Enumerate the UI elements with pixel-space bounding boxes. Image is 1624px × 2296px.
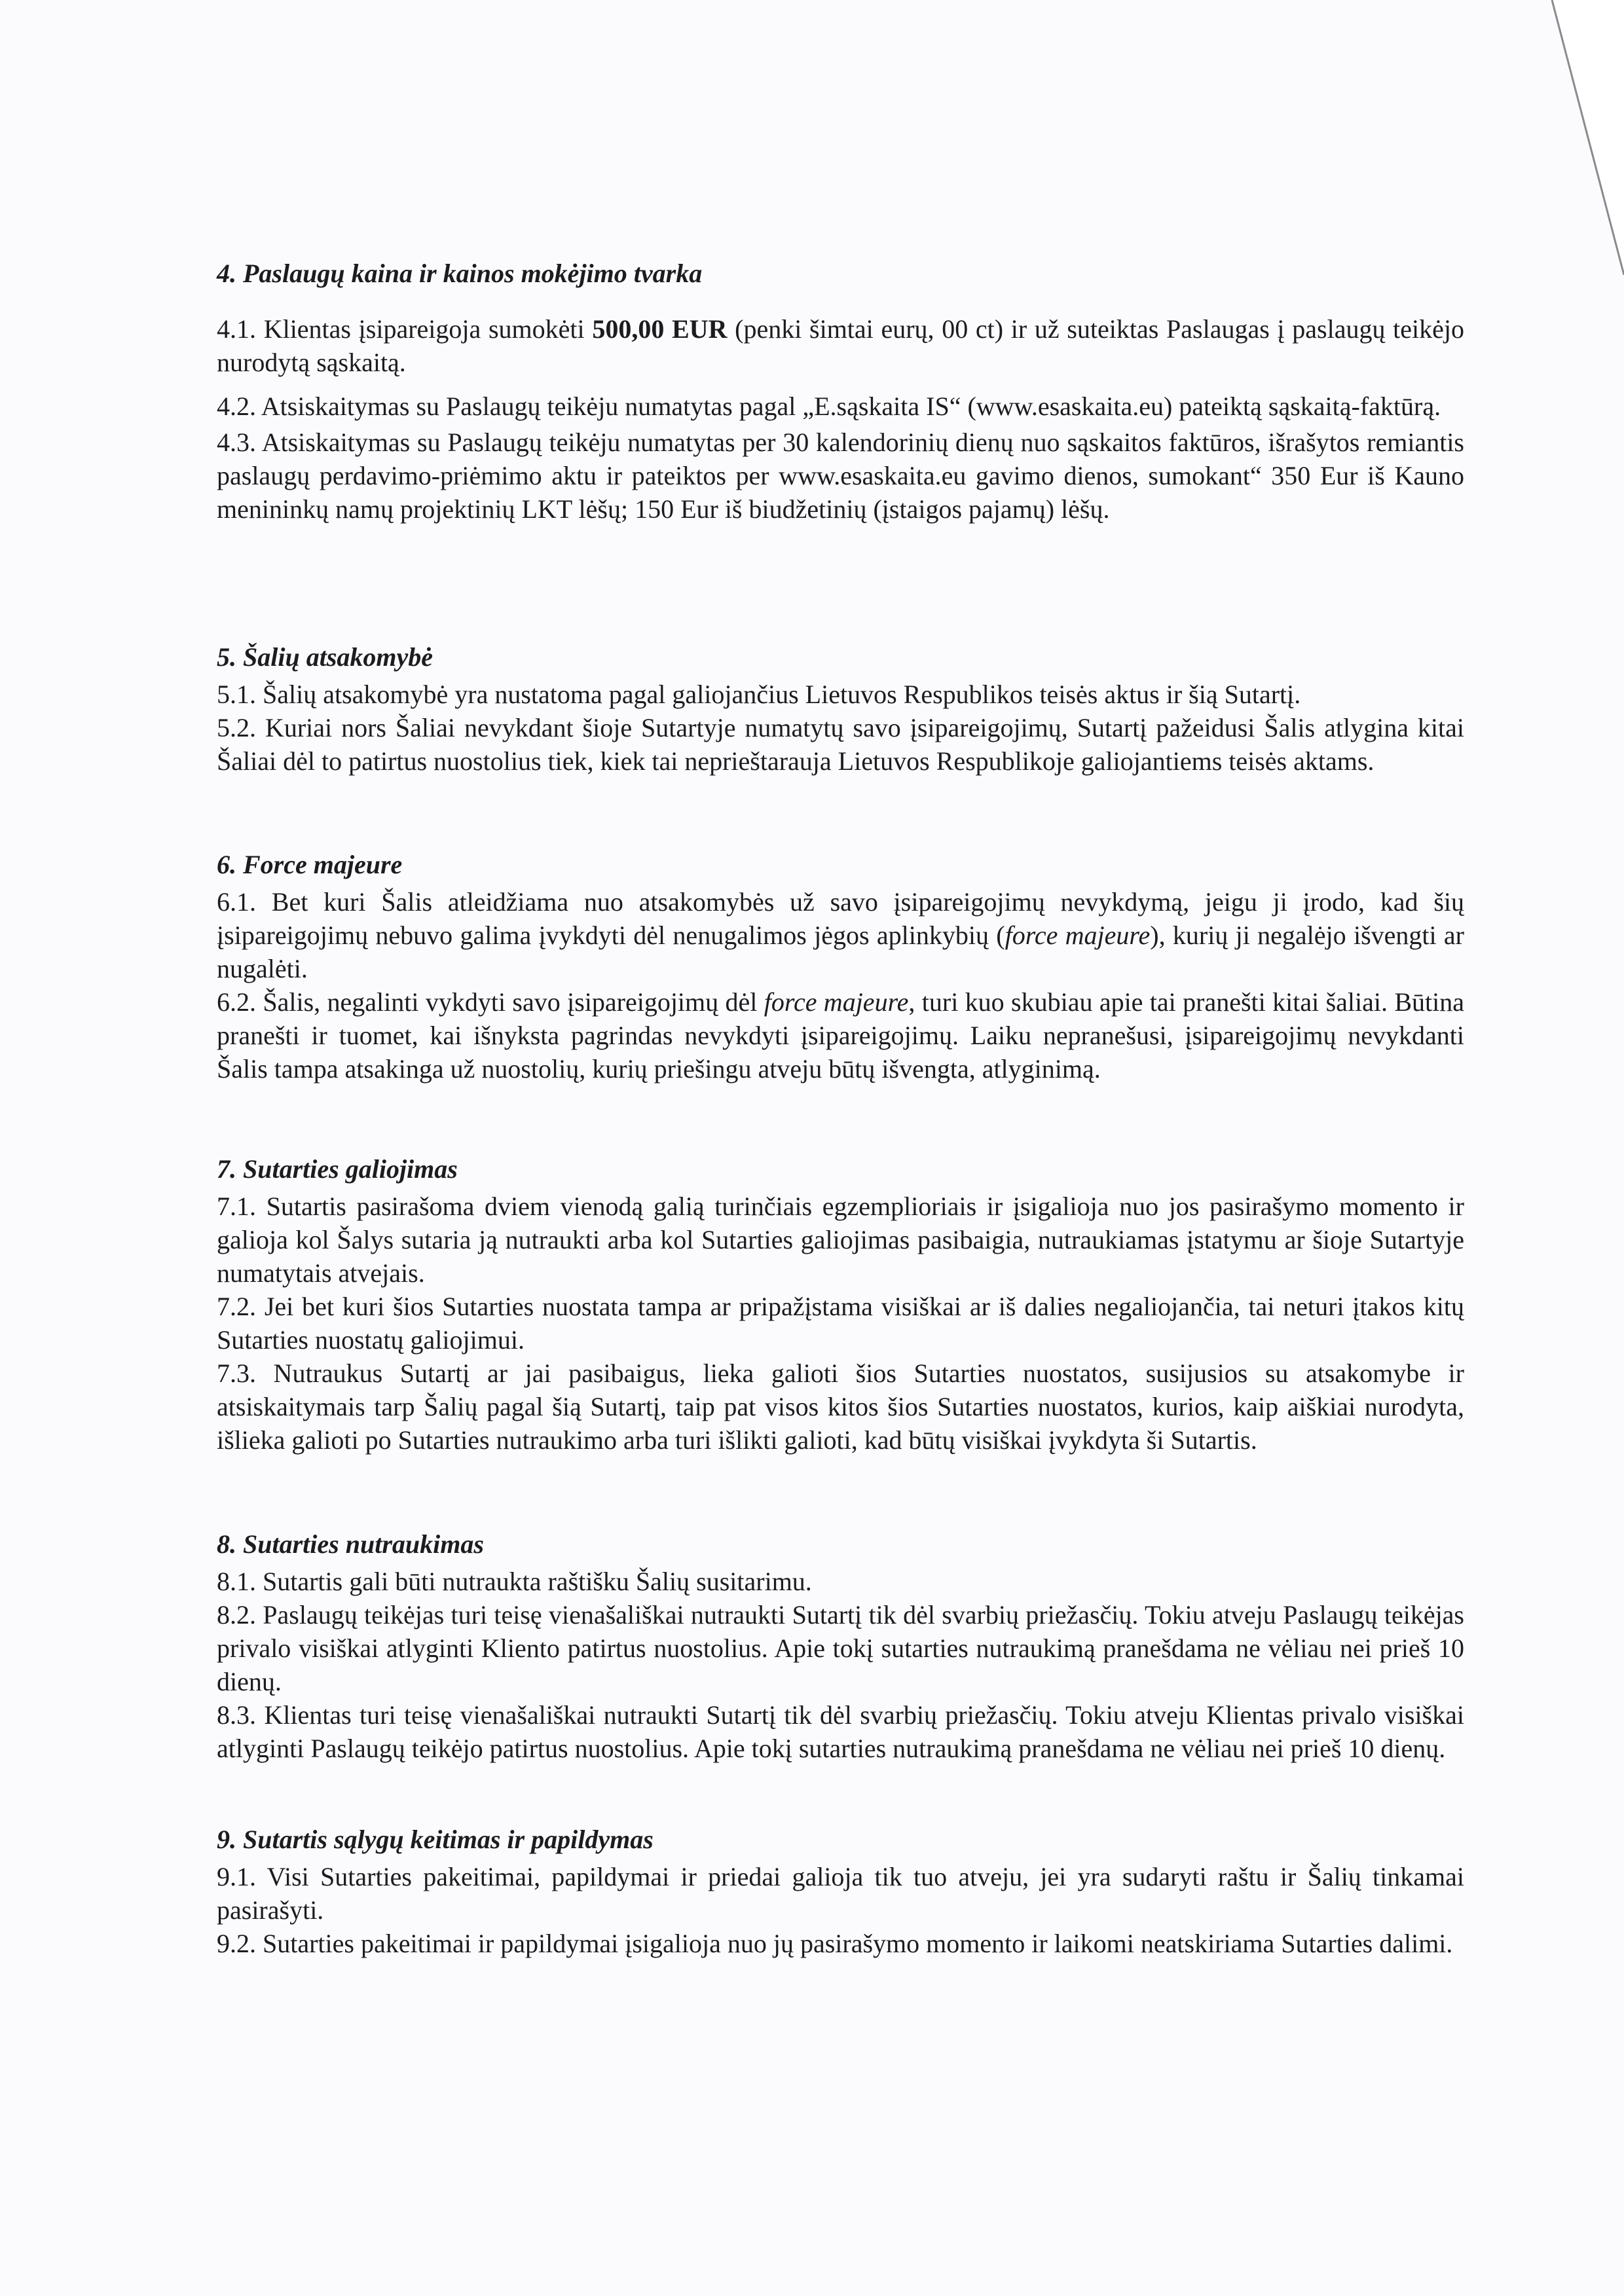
section-heading: 9. Sutartis sąlygų keitimas ir papildymas xyxy=(217,1825,654,1854)
clause-6-2: 6.2. Šalis, negalinti vykdyti savo įsipareigojimų dėl force majeure, turi kuo skubiau apie tai pranešti kitai šaliai. Būtina pranešti ir tuomet, kai išnyksta pagrindas nevykdyti įsipareigojimų. Laiku nepranešusi, įsipareigojimų nevykdanti Šalis tampa atsakinga už nuostolių, kurių priešingu atveju būtų išvengta, atlyginimą. xyxy=(217,987,1464,1084)
amount: 500,00 EUR xyxy=(592,314,728,344)
clause-7-2: 7.2. Jei bet kuri šios Sutarties nuostata tampa ar pripažįstama visiškai ar iš dalies negaliojančia, tai neturi įtakos kitų Sutarties nuostatų galiojimui. xyxy=(217,1292,1464,1355)
clause-9-2: 9.2. Sutarties pakeitimai ir papildymai įsigalioja nuo jų pasirašymo momento ir laikomi neatskiriama Sutarties dalimi. xyxy=(217,1929,1453,1958)
page-fold-corner xyxy=(1532,0,1624,275)
clause-7-1: 7.1. Sutartis pasirašoma dviem vienodą galią turinčiais egzemplioriais ir įsigalioja nuo jos pasirašymo momento ir galioja kol Šalys sutaria ją nutraukti arba kol Sutarties galiojimas pasibaigia, nutraukiamas įstatymu ar šioje Sutartyje numatytais atvejais. xyxy=(217,1192,1464,1288)
clause-7-3: 7.3. Nutraukus Sutartį ar jai pasibaigus, lieka galioti šios Sutarties nuostatos, susijusios su atsakomybe ir atsiskaitymais tarp Šalių pagal šią Sutartį, taip pat visos kitos šios Sutarties nuostatos, kurios, kaip aiškiai nurodyta, išlieka galioti po Sutarties nutraukimo arba turi išlikti galioti, kad būtų visiškai įvykdyta ši Sutartis. xyxy=(217,1358,1464,1455)
section-heading: 4. Paslaugų kaina ir kainos mokėjimo tvarka xyxy=(217,259,703,288)
clause-8-1: 8.1. Sutartis gali būti nutraukta raštišku Šalių susitarimu. xyxy=(217,1567,812,1596)
section-6-force-majeure xyxy=(217,848,1464,1085)
clause-4-3: 4.3. Atsiskaitymas su Paslaugų teikėju numatytas per 30 kalendorinių dienų nuo sąskaitos faktūros, išrašytos remiantis paslaugų perdavimo-priėmimo aktu ir pateiktos per www.esaskaita.eu gavimo dienos, sumokant“ 350 Eur iš Kauno menininkų namų projektinių LKT lėšų; 150 Eur iš biudžetinių (įstaigos pajamų) lėšų. xyxy=(217,428,1464,524)
clause-5-1: 5.1. Šalių atsakomybė yra nustatoma pagal galiojančius Lietuvos Respublikos teisės aktus ir šią Sutartį. xyxy=(217,680,1301,709)
section-heading: 8. Sutarties nutraukimas xyxy=(217,1529,484,1559)
clause-4-2: 4.2. Atsiskaitymas su Paslaugų teikėju numatytas pagal „E.sąskaita IS“ (www.esaskaita.eu) pateiktą sąskaitą-faktūrą. xyxy=(217,392,1441,421)
clause-5-2: 5.2. Kuriai nors Šaliai nevykdant šioje Sutartyje numatytų savo įsipareigojimų, Sutartį pažeidusi Šalis atlygina kitai Šaliai dėl to patirtus nuostolius tiek, kiek tai neprieštarauja Lietuvos Respublikoje galiojantiems teisės aktams. xyxy=(217,713,1464,776)
clause-6-1: 6.1. Bet kuri Šalis atleidžiama nuo atsakomybės už savo įsipareigojimų nevykdymą, jeigu ji įrodo, kad šių įsipareigojimų nebuvo galima įvykdyti dėl nenugalimos jėgos aplinkybių (force majeure), kurių ji negalėjo išvengti ar nugalėti. xyxy=(217,887,1465,983)
section-7-validity xyxy=(217,1152,1464,1457)
clause-8-2: 8.2. Paslaugų teikėjas turi teisę vienašališkai nutraukti Sutartį tik dėl svarbių priežasčių. Tokiu atveju Paslaugų teikėjas privalo visiškai atlyginti Kliento patirtus nuostolius. Apie tokį sutarties nutraukimą pranešdama ne vėliau nei prieš 10 dienų. xyxy=(217,1600,1464,1696)
section-5-liability xyxy=(217,640,1464,778)
section-heading: 5. Šalių atsakomybė xyxy=(217,642,434,672)
clause-8-3: 8.3. Klientas turi teisę vienašališkai nutraukti Sutartį tik dėl svarbių priežasčių. Tokiu atveju Klientas privalo visiškai atlyginti Paslaugų teikėjo patirtus nuostolius. Apie tokį sutarties nutraukimą pranešdama ne vėliau nei prieš 10 dienų. xyxy=(217,1700,1464,1763)
section-8-termination xyxy=(217,1527,1464,1765)
section-4-payment xyxy=(217,257,1464,526)
section-heading: 7. Sutarties galiojimas xyxy=(217,1154,458,1184)
clause-9-1: 9.1. Visi Sutarties pakeitimai, papildymai ir priedai galioja tik tuo atveju, jei yra sudaryti raštu ir Šalių tinkamai pasirašyti. xyxy=(217,1862,1464,1925)
clause-4-1: 4.1. Klientas įsipareigoja sumokėti 500,00 EUR (penki šimtai eurų, 00 ct) ir už suteiktas Paslaugas į paslaugų teikėjo nurodytą sąskaitą. xyxy=(217,314,1464,377)
section-heading: 6. Force majeure xyxy=(217,850,403,879)
section-9-amendments xyxy=(217,1823,1464,1960)
